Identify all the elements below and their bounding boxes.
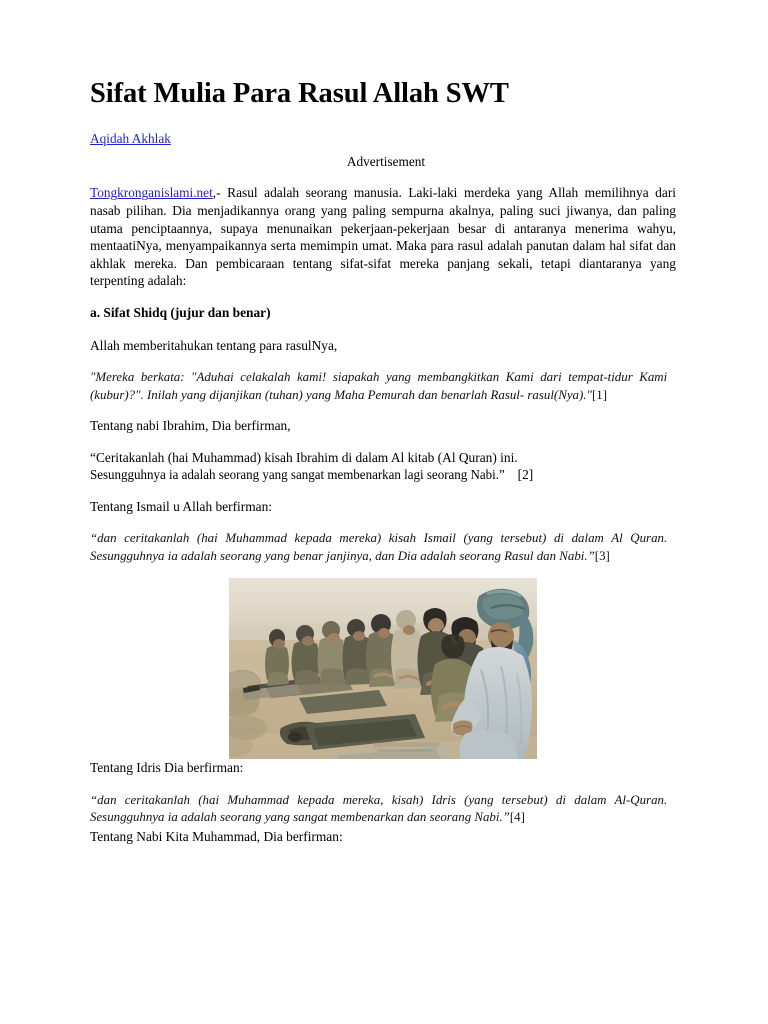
section-heading-sifat-shidq: a. Sifat Shidq (jujur dan benar) [90, 305, 271, 321]
document-content [90, 78, 676, 859]
quote-3-text: “dan ceritakanlah (hai Muhammad kepada mereka) kisah Ismail (yang tersebut) di dalam Al Quran. Sesungguhnya ia adalah seorang yang benar janjinya, dan Dia adalah seorang Rasul dan Nabi.” [90, 530, 668, 563]
figure-men-praying [90, 578, 676, 759]
paragraph-tentang-idris: Tentang Idris Dia berfirman: [90, 760, 244, 776]
paragraph-allah-memberitahukan: Allah memberitahukan tentang para rasulNya, [90, 337, 338, 353]
quote-2-line-2: Sesungguhnya ia adalah seorang yang sangat membenarkan lagi seorang Nabi.” [90, 467, 505, 483]
quote-block-4 [90, 791, 667, 826]
quote-block-2 [90, 449, 676, 484]
quote-1-text: "Mereka berkata: "Aduhai celakalah kami! siapakah yang membangkitkan Kami dari tempat-tidur Kami (kubur)?". Inilah yang dijanjikan (tuhan) yang Maha Pemurah dan benarlah Rasul- rasul(Nya)." [90, 369, 668, 402]
paragraph-tentang-ismail: Tentang Ismail u Allah berfirman: [90, 498, 273, 514]
quote-4-reference: [4] [509, 809, 525, 825]
men-praying-in-desert-photo [229, 578, 537, 759]
quote-4-text: “dan ceritakanlah (hai Muhammad kepada mereka, kisah) Idris (yang tersebut) di dalam Al-Quran. Sesungguhnya ia adalah seorang yang sangat membenarkan dan seorang Nabi.” [90, 791, 668, 825]
quote-2-reference: [2] [517, 467, 534, 483]
paragraph-tentang-muhammad: Tentang Nabi Kita Muhammad, Dia berfirman: [90, 828, 343, 844]
source-link-tongkronganislami[interactable]: Tongkronganislami.net [90, 185, 213, 201]
quote-3-reference: [3] [594, 547, 610, 563]
intro-paragraph [90, 184, 676, 290]
quote-1-reference: [1] [591, 386, 608, 402]
quote-block-3 [90, 529, 667, 564]
category-line [90, 130, 676, 147]
advertisement-label: Advertisement [346, 154, 426, 170]
category-link-aqidah-akhlak[interactable]: Aqidah Akhlak [90, 130, 171, 146]
quote-block-1 [90, 368, 667, 403]
quote-2-line-1: “Ceritakanlah (hai Muhammad) kisah Ibrahim di dalam Al kitab (Al Quran) ini. [90, 449, 518, 465]
page-title: Sifat Mulia Para Rasul Allah SWT [90, 78, 509, 109]
paragraph-tentang-ibrahim: Tentang nabi Ibrahim, Dia berfirman, [90, 418, 291, 434]
intro-text: ,- Rasul adalah seorang manusia. Laki-laki merdeka yang Allah memilihnya dari nasab pilihan. Dia menjadikannya orang yang paling sempurna akalnya, paling suci jiwanya, dan paling utama penciptaannya, supaya menunaikan pekerjaan-pekerjaan besar di antaranya menerima wahyu, mentaatiNya, menyampaikannya serta memimpin umat. Maka para rasul adalah panutan dalam hal sifat dan akhlak mereka. Dan pembicaraan tentang sifat-sifat mereka panjang sekali, tetapi diantaranya yang terpenting adalah: [90, 185, 676, 289]
